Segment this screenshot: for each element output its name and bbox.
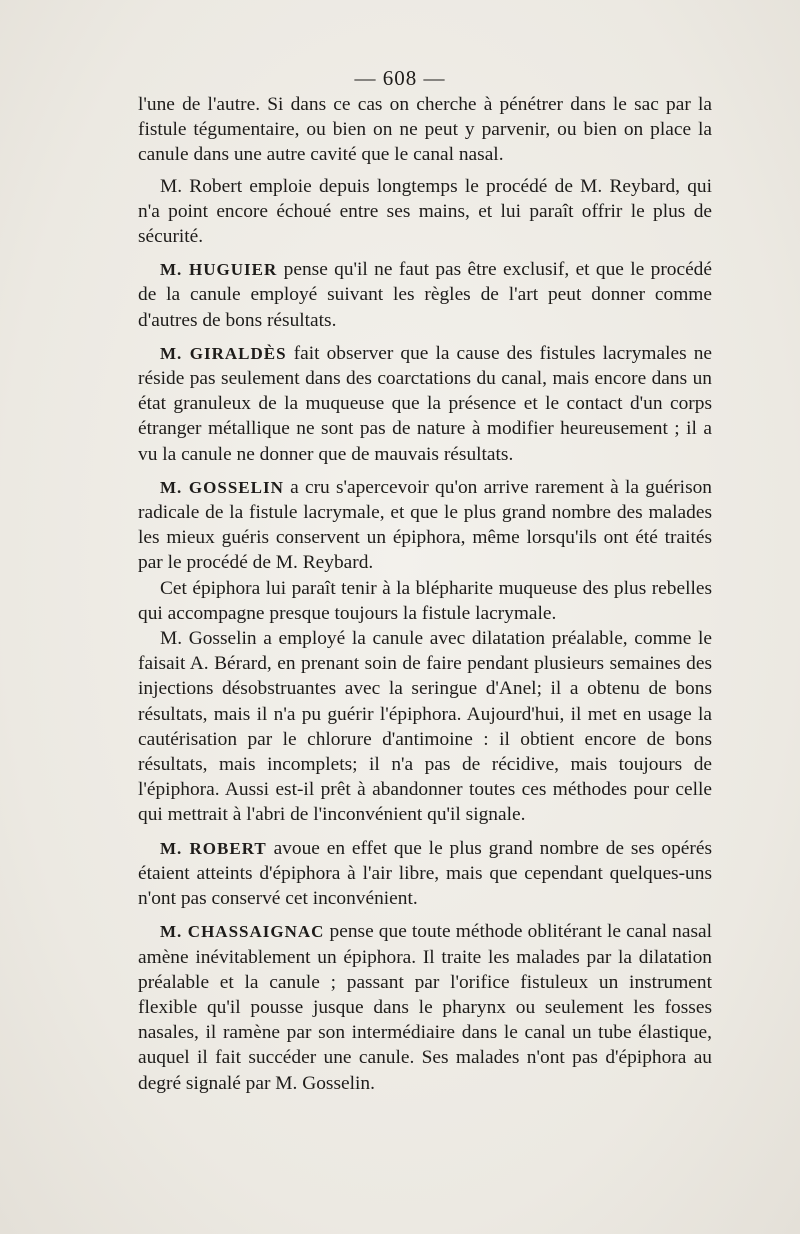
page-number: — 608 — <box>354 66 446 90</box>
paragraph-epiphora: Cet épiphora lui paraît tenir à la blépharite muqueuse des plus rebelles qui accompagne presque toujours la fistule lacrymale. <box>138 577 712 624</box>
speech-text: avoue en effet que le plus grand nombre de ses opérés étaient atteints d'épiphora à l'air libre, mais que cependant quelques-uns n'ont pas conservé cet inconvénient. <box>138 837 712 910</box>
speaker-name: M. ROBERT <box>160 838 267 858</box>
paragraph-robert-procedure: M. Robert emploie depuis longtemps le procédé de M. Reybard, qui n'a point encore échoué entre ses mains, et lui paraît offrir le plus de sécurité. <box>138 175 712 248</box>
speech-text: pense que toute méthode oblitérant le canal nasal amène inévitablement un épiphora. Il traite les malades par la dilatation préalable et la canule ; passant par l'orifice fistuleux un instrument flexible qu'il pousse jusque dans le pharynx ou seulement les fosses nasales, il ramène par son intermédiaire dans le canal un tube élastique, auquel il fait succéder une canule. Ses malades n'ont pas d'épiphora au degré signalé par M. Gosselin. <box>138 921 712 1094</box>
speaker-name: M. CHASSAIGNAC <box>160 922 325 942</box>
speech-text: pense qu'il ne faut pas être exclusif, et que le procédé de la canule employé suivant les règles de l'art peut donner comme d'autres de bons résultats. <box>138 259 712 331</box>
paragraph-huguier <box>138 257 712 333</box>
paragraph-gosselin-canule: M. Gosselin a employé la canule avec dilatation préalable, comme le faisait A. Bérard, en prenant soin de faire pendant plusieurs semaines des injections désobstruantes avec la seringue d'Anel; il a obtenu de bons résultats, mais il n'a pu guérir l'épiphora. Aujourd'hui, il met en usage la cautérisation par le chlorure d'antimoine : il obtient encore de bons résultats, mais incomplets; il n'a pas de récidive, mais toujours de l'épiphora. Aussi est-il prêt à abandonner toutes ces méthodes pour celle qui mettrait à l'abri de l'inconvénient qu'il signale. <box>138 628 712 826</box>
paragraph-continuation: l'une de l'autre. Si dans ce cas on cherche à pénétrer dans le sac par la fistule tégumentaire, ou bien on ne peut y parvenir, ou bien on place la canule dans une autre cavité que le canal nasal. <box>138 94 712 166</box>
body-text <box>138 92 712 1096</box>
speech-text: fait observer que la cause des fistules lacrymales ne réside pas seulement dans des coarctations du canal, mais encore dans un état granuleux de la muqueuse que la présence et le contact d'un corps étranger métallique ne sont pas de nature à modifier heureusement ; il a vu la canule ne donner que de mauvais résultats. <box>138 342 712 465</box>
paragraph-giraldes <box>138 341 712 467</box>
paragraph-chassaignac <box>138 919 712 1095</box>
paragraph-gosselin <box>138 475 712 576</box>
speaker-name: M. HUGUIER <box>160 260 278 280</box>
paragraph-robert <box>138 836 712 912</box>
speaker-name: M. GOSSELIN <box>160 477 284 497</box>
speaker-name: M. GIRALDÈS <box>160 343 287 363</box>
speech-text: a cru s'apercevoir qu'on arrive rarement à la guérison radicale de la fistule lacrymale, et que le plus grand nombre des malades les mieux guéris conservent un épiphora, même lorsqu'ils ont été traités par le procédé de M. Reybard. <box>138 476 713 574</box>
